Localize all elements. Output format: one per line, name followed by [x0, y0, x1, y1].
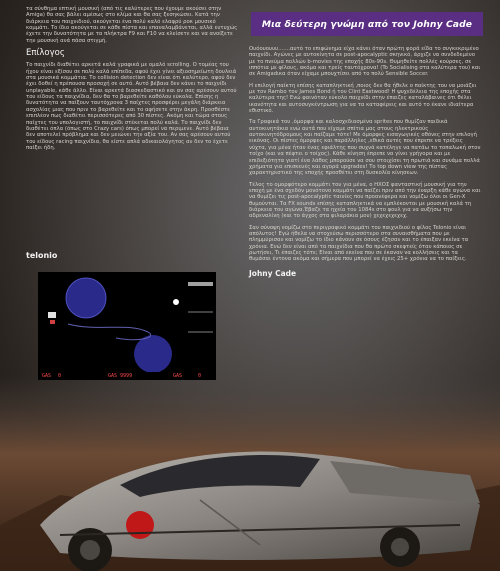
hud-player3-label: GAS [173, 373, 183, 379]
game-scene [38, 272, 216, 380]
opinion-paragraph-3: Τα Γραφικά του ,όμορφα και καλοσχεδιασμένα sprites που θυμίζαν παιδικά αυτοκινητάκια ενώ αυτά που είχαμε σπίτια μας στους ηλεκτρικούς αυτοκινητόδρομους και παίζαμε τότε! Με όμορφες εισαγωγικές οθόνες στην επιλογή εικόνας. Οι πίστες όμορφες και παράλληλες ,εθικά αυτές που έπρεπε να τρέξεις νύχτα, για μένα ήταν ένας εφιάλτης που συχνά κατέληγε να πατάω το τοπαλωκή στον τοίχο (και να πέφτει ο τοίχος). Κάθε κίνηση έπρεπε να γίνει γρήγορα και με επιδεξιότητα γιατί ένα λάθος μπορούσε να σου στοιχίσει τη πρωτιά και συνάμα πολλά χρήματα για επισκευές και αγορά upgrades! Το top down view της πίστας χαρακτηριστικό της εποχής προσθέτει στη δυσκολία κίνησεων. [249, 119, 481, 177]
car-artwork [0, 375, 500, 571]
opinion-paragraph-1: Ουόουουυυ.......αυτό το επιφώνημα είχα κάνει όταν πρώτη φορά είδα το συγκεκριμένο παιχνίδι. Αγώνες με αυτοκίνητα σε post-apocalyptic σκηνικό, άρχιζε να συνδεδεμένο με το πνεύμα πολλών b-movies της εποχής 80s-90s. Θυμηθείτε πολλές κούρσες, σε ιππότια με φίλους, ακόμα και τρείς ταυτόχρονα! (To Socialising στα καλύτερα του) και σε Amigadικα όταν είχαμε μπουχτίσει από το πολύ Sensible Soccer. [249, 46, 481, 78]
left-column [26, 6, 238, 156]
author-caption: telonio [26, 251, 58, 260]
hud-player3-value: 0 [198, 373, 202, 379]
hud-center: GAS 9999 [108, 373, 133, 379]
hud-player1-label: GAS [42, 373, 52, 379]
opinion-paragraph-5: Σαν σύνοψη νομίζω στο περιγραφικό κομμάτι του παιχνιδιού ο φίλος Telonio είναι απόλυτος! Εγώ ήθελα να στοχεύσω περισσότερο στα συναισθήματα που με πλημμύρισαν και νομίζω το ίδιο κάνουν σε όσους έζησαν και το έπαιξαν εκείνα τα χρόνια. Ενώ δεν είναι από τα παιχνίδια που θα πρώτο σκεφτείς όταν κάποιος σε ρωτήσει, Τι έπαιζες τότε; Είναι από εκείνα που σε έκαναν να κολλήσεις και τα θυμάσαι έντονα ακόμα και σήμερα που μπορεί να έχεις 25+ χρόνια να το παίξεις. [249, 224, 469, 263]
opinion-paragraph-4: Τέλος το ομορφότερο κομμάτι του για μένα, ο ΗΧΟΣ φανταστική μουσική για την εποχή με ένα σχεδόν μονότονο κομμάτι να παίζει πριν από την έναρξη κάθε αγώνα και να θυμίζει τις post-apocalyptic ταινίες που προανέφερα και νομίζω όλοι οι Gen-X θυμούνται. Τα FX sounds επίσης καταπληκτικά να εμπλέκονται με μουσική καλά τη διάρκεια του αγώνα.Έβαζε τα ηχεία του 1084s στο φουλ για να αυξήσω την αδρεναλίνη (και το άγχος στα φιλαράκια μου) χεχεχεχεχεχ. [249, 181, 481, 220]
epilogue-paragraph: Το παιχνίδι διαθέτει αρκετά καλά γραφικά με ομαλό scrolling. Ο τομέας του ήχου είναι εξίσου σε πολύ καλά επίπεδα, αφού έχει γίνει αξιοσημείωτη δουλειά στα μουσικά κομμάτια. Το collision detection δεν είναι ότι καλύτερο, αφού δεν έχει δοθεί η πρέπουσα προσοχή σε αυτό. Αυτό βέβαια δεν κάνει το παιχνίδι unplayable, κάθε άλλο. Είναι αρκετά διασκεδαστικό και αν σας αρέσουν αυτού του είδους τα παιχνίδια, δεν θα το βαρεθείτε καθόλου εύκολα. Επίσης η δυνατότητα να παίξουν ταυτόχρονα 3 παίχτες προσφέρει μεγάλη διάρκεια ασχολίας μιας που πριν το βαρεθείτε και το αφήσετε στην άκρη. Προσθέστε επιπλέον πως διαθέτει περισσότερες από 30 πίστες. Ακόμη και τώρα στους παίχτες του υπολογιστή, το παιχνίδι στέκεται πολύ καλά. Το παιχνίδι δεν διαθέτει όπλα (όπως στο Crazy cars) όπως μπορεί να περιμενε. Αυτό βέβαια δεν αποτελεί πρόβλημα και δεν μειώνει την αξία του. Αν σας αρέσουν αυτού του είδους racing παιχνίδια, θα είστε απλά αδικαιολόγητος αν δεν το έχετε παίξει ήδη. [26, 62, 237, 151]
hud-player1-value: 0 [58, 373, 62, 379]
second-opinion-banner [251, 12, 483, 36]
epilogue-heading: Επίλογος [26, 48, 65, 59]
signature: Johny Cade [249, 268, 297, 278]
right-column [249, 46, 481, 277]
banner-title: Μια δεύτερη γνώμη από τον Johny Cade [261, 18, 473, 30]
intro-paragraph: τα σύνθημα επτική μουσική (από τις καλύτερες που έχουμε ακούσει στην Amiga) θα σας βάλει αμέσως στο κλίμα και θα σας ξεσηκώσει. Κατά την διάρκεια του παιχνιδιού, ακούγεται ένα πολύ καλό ελαφρύ ροκ μουσικό κομμάτι. Το ίδιο ακούγεται σε κάθε πίστα και επαναλαμβάνεται, αλλά ευτυχώς έχετε την δυνατότητα με τα πλήκτρα F9 και F10 να κλείσετε και να ανοίξετε την μουσική ανά πάσα στιγμή. [26, 6, 238, 44]
opinion-paragraph-2: Η επιλογή παίκτη επίσης καταπληκτική ,ποιος δεν θα ήθελε ο παίκτης του να μοιάζει με τον Rambo τον James Bond ή τον Clint Eastwood! Η ψυχεδέλεια της εποχής στα καλύτερα της! Ενώ φαινόταν εύκολο παιχνίδι στην έπαιζες καταλάβαινες ότι θέλει ικανότητα και αυτοσυγκέντρωση για να τα καταφέρεις και αυτό το έκανε ιδιαίτερα εθιστικό. [249, 82, 477, 115]
game-screenshot [38, 272, 216, 380]
